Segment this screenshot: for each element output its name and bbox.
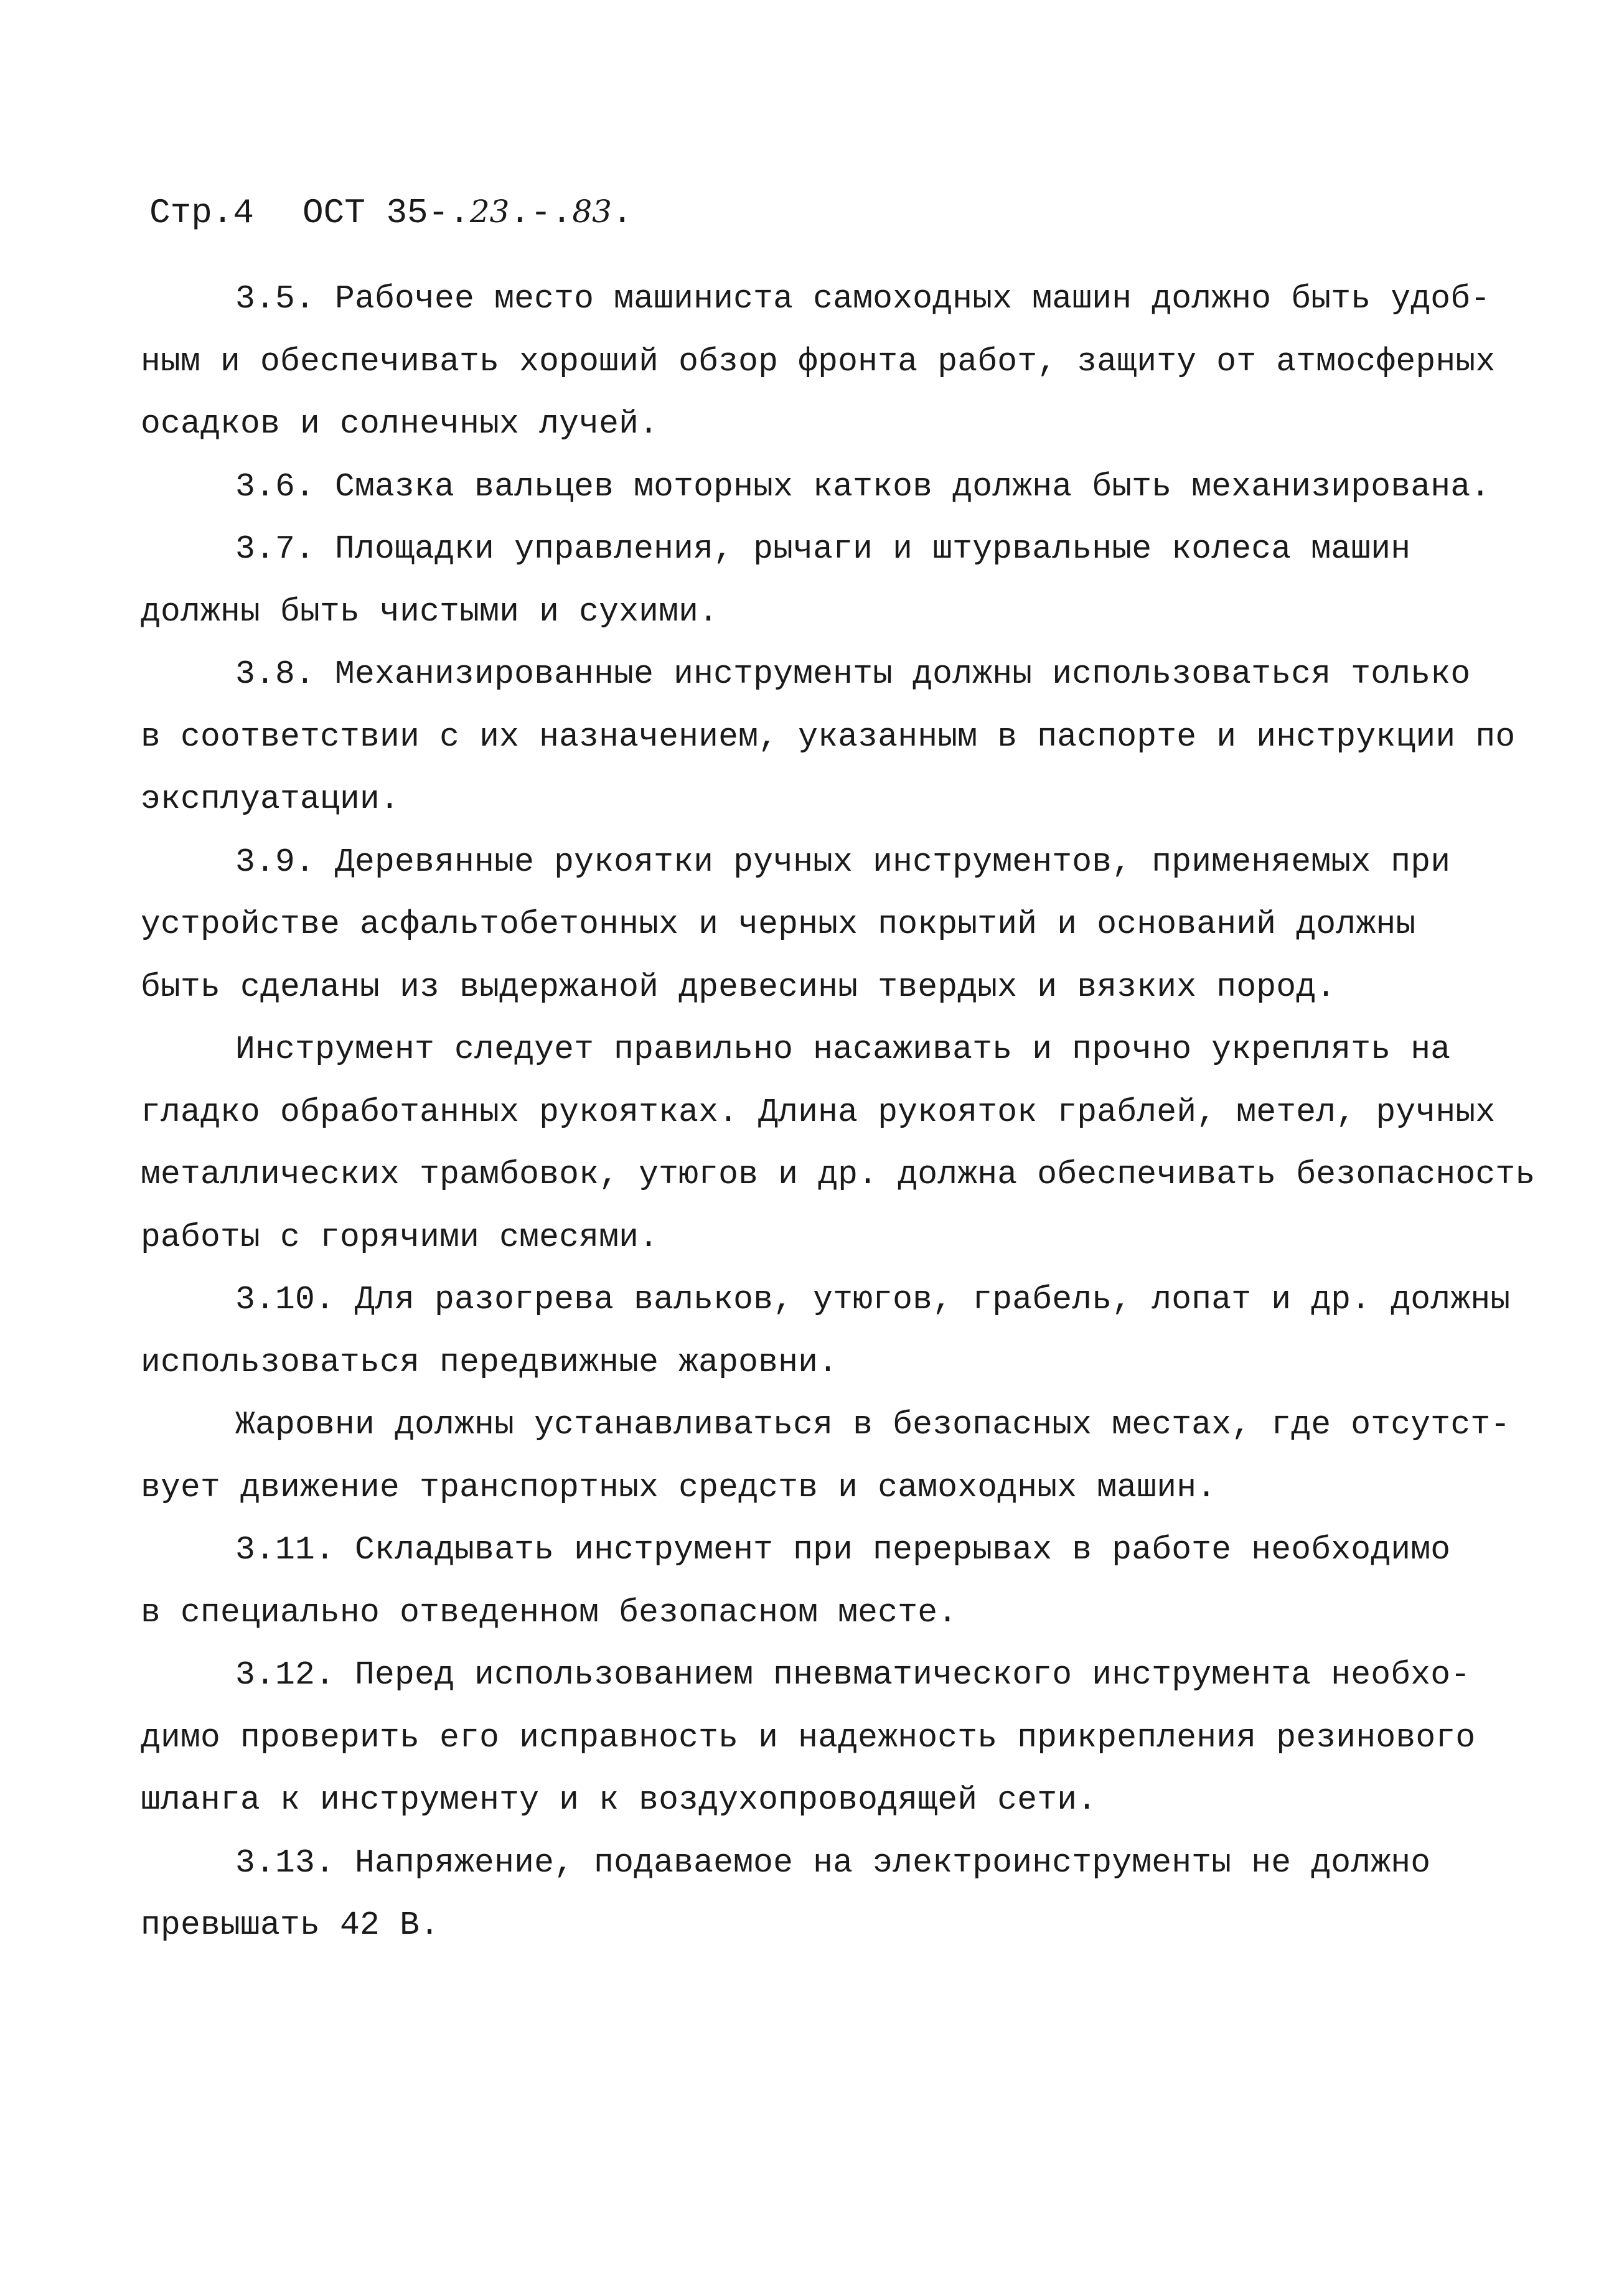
- text-line: 3.12. Перед использованием пневматического инструмента необхо-: [235, 1656, 1471, 1694]
- text-line: в соответствии с их назначением, указанным в паспорте и инструкции по: [141, 718, 1516, 756]
- standard-end: .: [611, 193, 633, 233]
- text-line: превышать 42 В.: [141, 1906, 440, 1944]
- text-line: 3.11. Складывать инструмент при перерывах в работе необходимо: [235, 1531, 1451, 1568]
- text-line: ным и обеспечивать хороший обзор фронта работ, защиту от атмосферных: [141, 342, 1496, 380]
- text-line: 3.13. Напряжение, подаваемое на электроинструменты не должно: [235, 1844, 1431, 1881]
- text-line: 3.8. Механизированные инструменты должны использоваться только: [235, 655, 1471, 693]
- text-line: Жаровни должны устанавливаться в безопасных местах, где отсутст-: [235, 1406, 1511, 1443]
- text-line: металлических трамбовок, утюгов и др. должна обеспечивать безопасность: [141, 1156, 1536, 1193]
- page-header: [149, 187, 633, 238]
- text-line: должны быть чистыми и сухими.: [141, 593, 719, 630]
- document-body: [141, 268, 1536, 1957]
- text-line: устройстве асфальтобетонных и черных покрытий и оснований должны: [141, 906, 1416, 943]
- text-line: в специально отведенном безопасном месте.: [141, 1593, 958, 1631]
- standard-prefix: ОСТ 35-.: [303, 193, 470, 233]
- handwritten-standard-year: 83: [572, 194, 612, 230]
- text-line: работы с горячими смесями.: [141, 1218, 659, 1256]
- text-line: 3.6. Смазка вальцев моторных катков должна быть механизирована.: [235, 467, 1491, 505]
- text-line: использоваться передвижные жаровни.: [141, 1343, 838, 1381]
- text-line: вует движение транспортных средств и самоходных машин.: [141, 1468, 1217, 1506]
- text-line: 3.10. Для разогрева вальков, утюгов, грабель, лопат и др. должны: [235, 1281, 1511, 1318]
- text-line: осадков и солнечных лучей.: [141, 405, 659, 443]
- text-line: эксплуатации.: [141, 780, 400, 818]
- text-line: 3.9. Деревянные рукоятки ручных инструментов, применяемых при: [235, 843, 1451, 881]
- text-line: гладко обработанных рукоятках. Длина рукояток граблей, метел, ручных: [141, 1093, 1496, 1131]
- page-number-label: Стр.4: [149, 193, 255, 233]
- text-line: 3.5. Рабочее место машиниста самоходных машин должно быть удоб-: [235, 280, 1491, 317]
- handwritten-standard-number: 23: [469, 194, 510, 230]
- text-line: димо проверить его исправность и надежность прикрепления резинового: [141, 1718, 1476, 1756]
- text-line: шланга к инструменту и к воздухопроводящей сети.: [141, 1781, 1097, 1819]
- standard-dash: .-.: [509, 193, 573, 233]
- text-line: Инструмент следует правильно насаживать и прочно укреплять на: [235, 1031, 1451, 1068]
- text-line: быть сделаны из выдержаной древесины твердых и вязких пород.: [141, 968, 1336, 1006]
- text-line: 3.7. Площадки управления, рычаги и штурвальные колеса машин: [235, 530, 1411, 568]
